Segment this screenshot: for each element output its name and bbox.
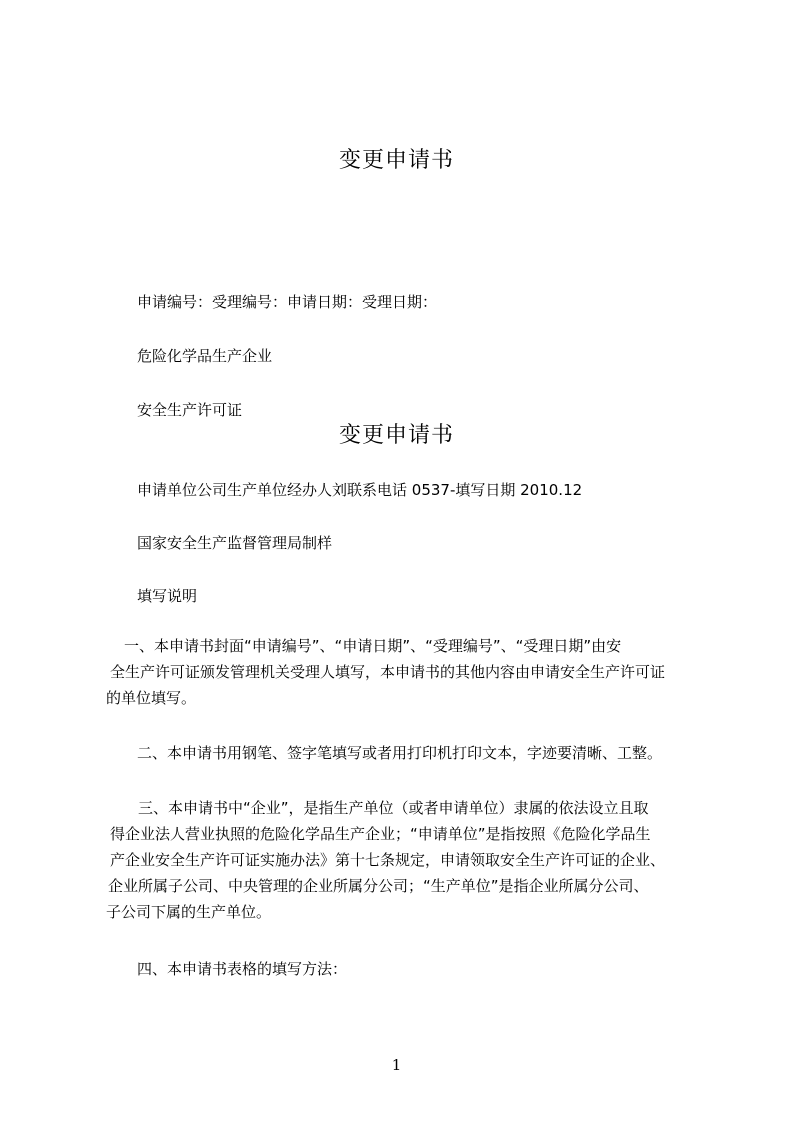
applicant-info-line: 申请单位公司生产单位经办人刘联系电话 0537-填写日期 2010.12 (137, 481, 583, 499)
instruction-item-3-line: 三、本申请书中“企业”，是指生产单位（或者申请单位）隶属的依法设立且取 (138, 799, 649, 817)
page-number: 1 (391, 1056, 402, 1074)
document-title-second: 变更申请书 (338, 423, 454, 448)
industry-line: 危险化学品生产企业 (137, 347, 273, 365)
instruction-item-1-line: 一、本申请书封面“申请编号”、“申请日期”、“受理编号”、“受理日期”由安 (124, 637, 622, 655)
instruction-item-2: 二、本申请书用钢笔、签字笔填写或者用打印机打印文本，字迹要清晰、工整。 (137, 744, 663, 762)
instruction-item-1-line: 全生产许可证颁发管理机关受理人填写，本申请书的其他内容由申请安全生产许可证 (110, 663, 666, 681)
instruction-item-3-line: 得企业法人营业执照的危险化学品生产企业；“申请单位”是指按照《危险化学品生 (110, 825, 651, 843)
license-line: 安全生产许可证 (137, 401, 243, 419)
instruction-item-3-line: 产企业安全生产许可证实施办法》第十七条规定，申请领取安全生产许可证的企业、 (110, 851, 666, 869)
instruction-item-3-line: 企业所属子公司、中央管理的企业所属分公司；“生产单位”是指企业所属分公司、 (108, 877, 649, 895)
instructions-heading: 填写说明 (137, 587, 198, 605)
instruction-item-1-line: 的单位填写。 (106, 689, 197, 707)
instruction-item-3-line: 子公司下属的生产单位。 (106, 903, 272, 921)
issuer-line: 国家安全生产监督管理局制样 (137, 534, 333, 552)
instruction-item-3 (106, 795, 706, 925)
instruction-item-1 (106, 633, 706, 711)
application-numbers-line: 申请编号：受理编号：申请日期：受理日期： (137, 293, 438, 311)
document-title: 变更申请书 (338, 148, 454, 173)
instruction-item-4: 四、本申请书表格的填写方法： (137, 960, 348, 978)
